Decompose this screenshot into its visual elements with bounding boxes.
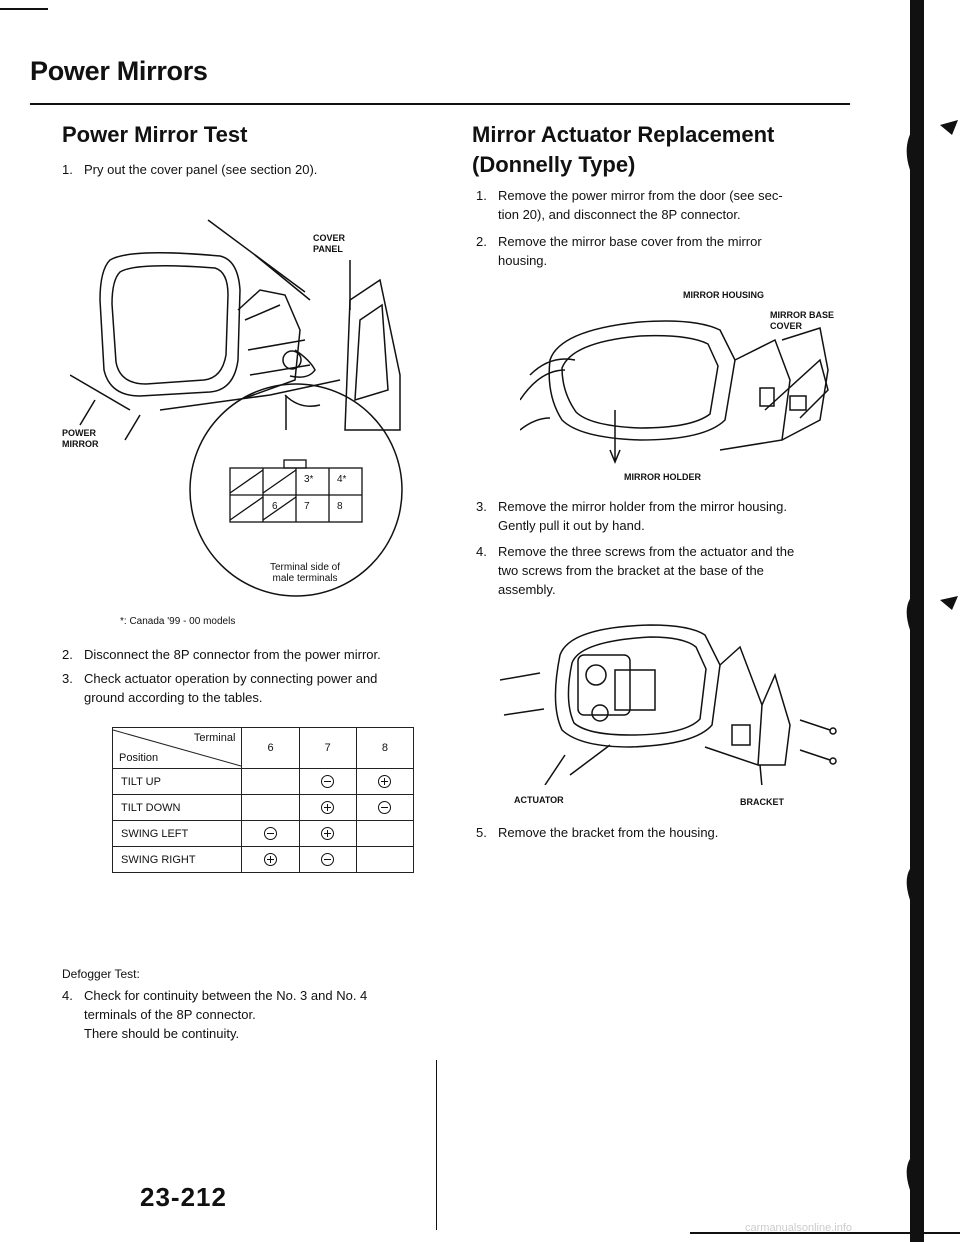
column-divider xyxy=(436,1060,437,1230)
right-step-4 xyxy=(476,542,856,602)
step-text xyxy=(84,669,377,707)
power-mirror-label xyxy=(62,428,99,450)
actuator-label: ACTUATOR xyxy=(514,795,564,805)
column-header: 7 xyxy=(299,728,356,769)
negative-symbol-icon xyxy=(321,775,334,788)
step-number: 2. xyxy=(62,647,73,662)
polarity-cell xyxy=(242,769,299,795)
polarity-cell xyxy=(299,847,356,873)
mirror-housing-label: MIRROR HOUSING xyxy=(683,290,764,300)
positive-symbol-icon xyxy=(378,775,391,788)
step-number: 1. xyxy=(62,162,73,177)
section-heading-mirror-actuator xyxy=(472,120,774,180)
header-terminal: Terminal xyxy=(193,732,236,744)
right-step-5 xyxy=(476,823,856,843)
header-corner-cell xyxy=(113,728,242,769)
step-line: There should be continuity. xyxy=(84,1026,240,1041)
polarity-cell xyxy=(242,821,299,847)
polarity-cell xyxy=(242,847,299,873)
caption-line: Terminal side of xyxy=(269,562,341,573)
negative-symbol-icon xyxy=(321,853,334,866)
step-number: 4. xyxy=(62,988,73,1003)
step-text xyxy=(84,986,367,1043)
actuator-bracket-figure xyxy=(500,615,850,785)
step-line: housing. xyxy=(498,253,548,268)
step-line: assembly. xyxy=(498,582,556,597)
binding-tab-marks xyxy=(880,0,960,1242)
step-number: 3. xyxy=(62,671,73,686)
step-line: Remove the three screws from the actuator and the xyxy=(498,544,795,559)
polarity-cell xyxy=(356,795,413,821)
terminal-side-caption xyxy=(255,562,355,584)
positive-symbol-icon xyxy=(264,853,277,866)
watermark: carmanualsonline.info xyxy=(745,1222,853,1234)
step-number: 1. xyxy=(476,188,487,203)
step-line: tion 20), and disconnect the 8P connector. xyxy=(498,207,741,222)
step-number: 2. xyxy=(476,234,487,249)
step-number: 3. xyxy=(476,499,487,514)
step-text xyxy=(498,232,762,270)
step-number: 5. xyxy=(476,825,487,840)
step-text: Pry out the cover panel (see section 20). xyxy=(84,162,318,177)
canada-footnote: *: Canada '99 - 00 models xyxy=(120,616,236,627)
label-line: MIRROR BASE xyxy=(770,310,835,320)
right-step-1 xyxy=(476,186,856,226)
label-line: PANEL xyxy=(313,244,343,254)
caption-line: male terminals xyxy=(272,573,338,584)
label-line: COVER xyxy=(313,233,346,243)
polarity-cell xyxy=(356,769,413,795)
position-label: TILT DOWN xyxy=(113,795,242,821)
mirror-holder-label: MIRROR HOLDER xyxy=(624,472,701,482)
pin-4: 4* xyxy=(337,474,347,485)
step-text xyxy=(498,497,787,535)
position-label: TILT UP xyxy=(113,769,242,795)
pin-6: 6 xyxy=(272,501,278,512)
step-text: Disconnect the 8P connector from the power mirror. xyxy=(84,647,381,662)
step-line: terminals of the 8P connector. xyxy=(84,1007,256,1022)
cover-panel-label xyxy=(313,233,345,255)
power-mirror-figure xyxy=(70,200,420,610)
step-line: Remove the mirror base cover from the mirror xyxy=(498,234,762,249)
step-line: Check for continuity between the No. 3 and No. 4 xyxy=(84,988,368,1003)
table-row xyxy=(113,795,414,821)
table-header-row xyxy=(113,728,414,769)
table-row xyxy=(113,821,414,847)
polarity-cell xyxy=(356,847,413,873)
section-heading-power-mirror-test: Power Mirror Test xyxy=(62,122,248,147)
polarity-cell xyxy=(242,795,299,821)
left-step-2 xyxy=(62,645,432,665)
column-header: 6 xyxy=(242,728,299,769)
step-line: Remove the power mirror from the door (see sec- xyxy=(498,188,783,203)
right-step-2 xyxy=(476,232,856,272)
polarity-cell xyxy=(299,821,356,847)
header-position: Position xyxy=(119,752,159,764)
position-label: SWING LEFT xyxy=(113,821,242,847)
positive-symbol-icon xyxy=(321,827,334,840)
pin-7: 7 xyxy=(304,501,310,512)
label-line: POWER xyxy=(62,428,97,438)
table-row xyxy=(113,769,414,795)
polarity-cell xyxy=(299,795,356,821)
title-rule xyxy=(30,103,850,105)
table-row xyxy=(113,847,414,873)
step-number: 4. xyxy=(476,544,487,559)
step-line: ground according to the tables. xyxy=(84,690,263,705)
bracket-label: BRACKET xyxy=(740,797,784,807)
actuator-operation-table xyxy=(112,727,414,873)
page-title: Power Mirrors xyxy=(30,56,208,86)
pin-3: 3* xyxy=(304,474,314,485)
left-step-4 xyxy=(62,986,432,1046)
left-step-3 xyxy=(62,669,432,709)
step-text xyxy=(498,186,783,224)
label-line: COVER xyxy=(770,321,803,331)
mirror-base-cover-label xyxy=(770,310,834,332)
top-left-rule xyxy=(0,8,48,10)
left-step-1 xyxy=(62,160,432,180)
step-line: Remove the mirror holder from the mirror housing. xyxy=(498,499,787,514)
negative-symbol-icon xyxy=(378,801,391,814)
defogger-test-heading: Defogger Test: xyxy=(62,967,140,981)
step-line: Gently pull it out by hand. xyxy=(498,518,645,533)
pin-8: 8 xyxy=(337,501,343,512)
step-line: Check actuator operation by connecting power and xyxy=(84,671,378,686)
polarity-cell xyxy=(356,821,413,847)
heading-line: (Donnelly Type) xyxy=(472,152,636,177)
negative-symbol-icon xyxy=(264,827,277,840)
page-number: 23-212 xyxy=(140,1182,227,1212)
heading-line: Mirror Actuator Replacement xyxy=(472,122,775,147)
step-text xyxy=(498,542,794,599)
polarity-cell xyxy=(299,769,356,795)
positive-symbol-icon xyxy=(321,801,334,814)
right-step-3 xyxy=(476,497,856,537)
label-line: MIRROR xyxy=(62,439,99,449)
column-header: 8 xyxy=(356,728,413,769)
step-line: two screws from the bracket at the base of the xyxy=(498,563,764,578)
step-text: Remove the bracket from the housing. xyxy=(498,825,719,840)
position-label: SWING RIGHT xyxy=(113,847,242,873)
